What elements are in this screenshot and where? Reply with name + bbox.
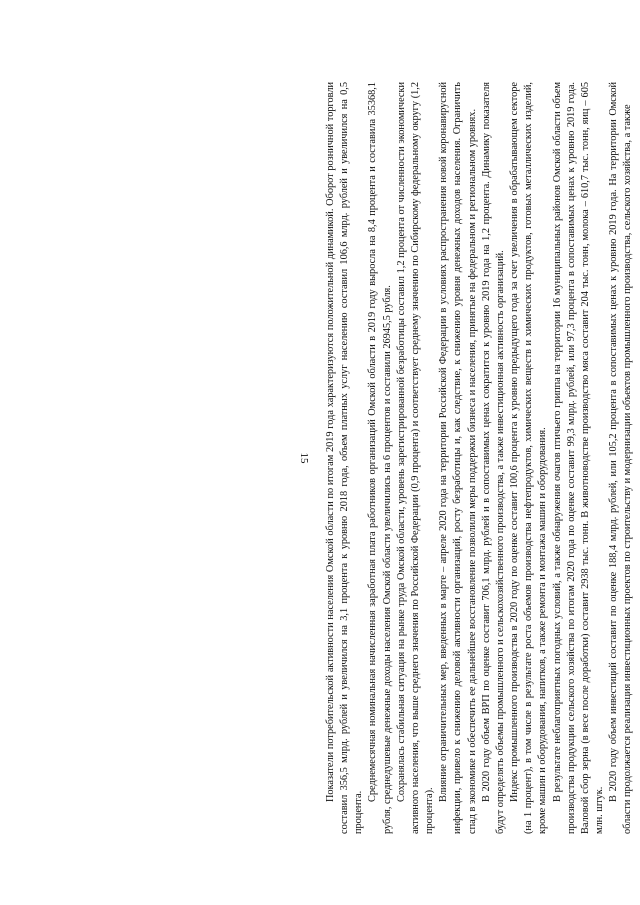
paragraph-labour-market: Сохранялась стабильная ситуация на рынке труда Омской области, уровень зарегистрированной безработицы составил 1,2 процента от численности экономически активного населения, что выше среднего значения по Российской Федерации (0,9 процента) и соответствует среднему значению по Сибирскому федеральному округу (1,2 процента). <box>395 82 436 834</box>
paragraph-restrictive-measures: Влияние ограничительных мер, введенных в марте – апреле 2020 года на территории Российской Федерации в условиях распространения новой коронавирусной инфекции, привело к снижению деловой активности организаций, росту безработицы и, как следствие, к снижению уровня денежных доходов населения. Ограничить спад в экономике и обеспечить ее дальнейшее восстановление позволили меры поддержки бизнеса и населения, принятые на федеральном и региональном уровнях. <box>438 82 478 834</box>
paragraph-consumer-activity: Показатели потребительской активности населения Омской области по итогам 2019 года характеризуются положительной динамикой. Оборот розничной торговли составил 356,5 млрд. рублей и увеличился на 3,1 процента к уровню 2018 года, объем платных услуг населению составил 106,6 млрд. рублей и увеличился на 0,5 процента. <box>325 82 365 834</box>
paragraph-agriculture: В результате неблагоприятных погодных условий, а также обнаружения очагов птичьего гриппа на территории 16 муниципальных районов Омской области объем производства продукции сельского хозяйства по итогам 2020 года по оценке составит 99,3 млрд. рублей, или 97,3 процента в сопоставимых ценах к уровню 2019 года. Валовой сбор зерна (в весе после доработки) составит 2938 тыс. тонн. В животноводстве производство мяса составит 204 тыс. тонн, молока – 610,7 тыс. тонн, яиц – 605 млн. штук. <box>551 82 605 834</box>
paragraph-wages-income: Среднемесячная номинальная начисленная заработная плата работников организаций Омской области в 2019 году выросла на 8,4 процента и составила 35368,1 рубля, среднедушевые денежные доходы населения Омской области увеличились на 6 процентов и составили 26945,5 рубля. <box>367 82 393 834</box>
document-body <box>324 82 634 834</box>
paragraph-grp: В 2020 году объем ВРП по оценке составит 706,1 млрд. рублей и в сопоставимых ценах сократится к уровню 2019 года на 1,2 процента. Динамику показателя будут определять объемы промышленного и сельскохозяйственного производства, а также инвестиционная активность организаций. <box>480 82 506 834</box>
paragraph-industrial-production: Индекс промышленного производства в 2020 году по оценке составит 100,6 процента к уровню предыдущего года за счет увеличения в обрабатывающем секторе (на 1 процент), в том числе в результате роста объемов производства нефтепродуктов, химических веществ и химических продуктов, готовых металлических изделий, кроме машин и оборудования, напитков, а также ремонта и монтажа машин и оборудования. <box>509 82 549 834</box>
page-number: 15 <box>298 452 310 464</box>
paragraph-investment: В 2020 году объем инвестиций составит по оценке 188,4 млрд. рублей, или 105,2 процента в сопоставимых ценах к уровню 2019 года. На территории Омской области продолжается реализация инвестиционных проектов по строительству и модернизации объектов промышленного производства, сельского хозяйства, а также <box>608 82 634 834</box>
rotated-document-page <box>40 82 634 834</box>
